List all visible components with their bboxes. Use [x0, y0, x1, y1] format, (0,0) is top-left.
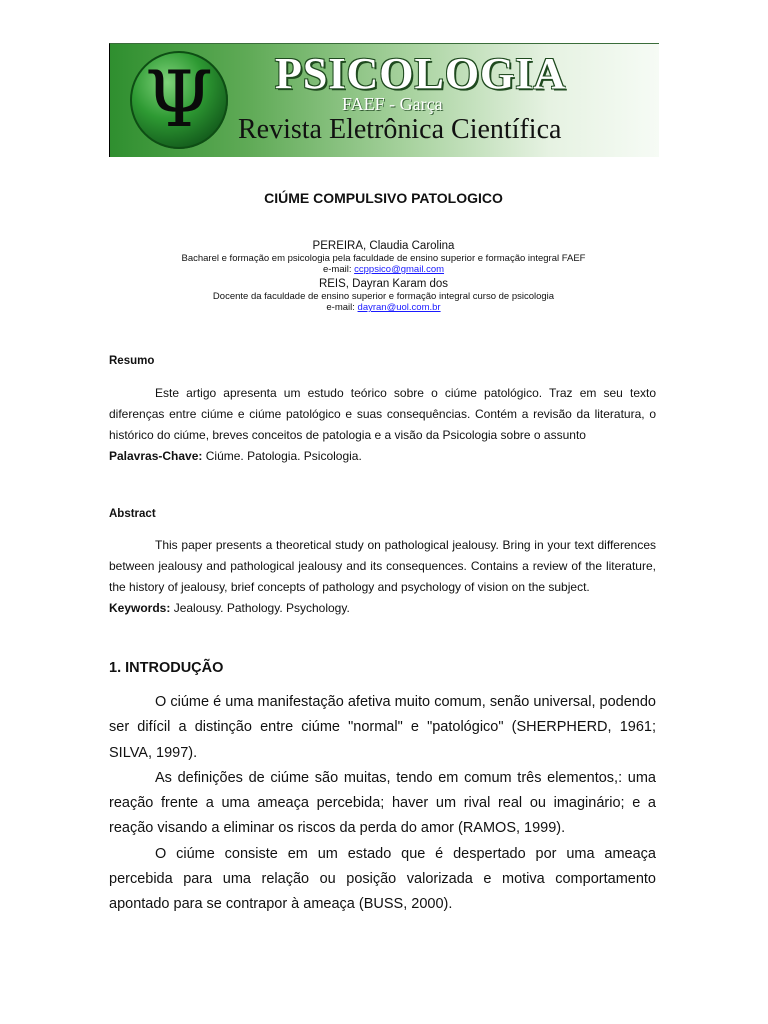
- author-block-2: [109, 278, 658, 313]
- author-affiliation: Bacharel e formação em psicologia pela faculdade de ensino superior e formação integral FAEF: [181, 253, 586, 264]
- resumo-section: [109, 383, 656, 467]
- resumo-text: Este artigo apresenta um estudo teórico sobre o ciúme patológico. Traz em seu texto diferenças entre ciúme e ciúme patológico e suas consequências. Contém a revisão da literatura, o histórico do ciúme, breves conceitos de patologia e a visão da Psicologia sobre o assunto: [109, 386, 656, 442]
- introducao-body: [109, 690, 656, 918]
- body-paragraph: O ciúme consiste em um estado que é despertado por uma ameaça percebida para uma relação ou posição valorizada e motiva comportamento apontado para se contrapor à ameaça (BUSS, 2000).: [109, 845, 656, 913]
- keywords-text: Jealousy. Pathology. Psychology.: [173, 601, 350, 615]
- author-email-link[interactable]: ccppsico@gmail.com: [354, 264, 445, 275]
- author-name: REIS, Dayran Karam dos: [318, 278, 449, 290]
- paper-title: CIÚME COMPULSIVO PATOLOGICO: [264, 190, 503, 206]
- banner-subtitle: FAEF - Garça: [342, 94, 443, 114]
- keywords-label: Keywords:: [109, 601, 171, 615]
- abstract-keywords: [109, 598, 656, 619]
- section-heading-introducao: 1. INTRODUÇÃO: [109, 660, 224, 676]
- banner-title: PSICOLOGIA: [275, 49, 567, 98]
- banner-journal-name: Revista Eletrônica Científica: [238, 114, 562, 145]
- author-block-1: [109, 240, 658, 275]
- journal-banner: [109, 43, 659, 157]
- author-email-line: [109, 264, 658, 275]
- keywords-text: Ciúme. Patologia. Psicologia.: [205, 449, 362, 463]
- author-name: PEREIRA, Claudia Carolina: [312, 240, 455, 252]
- resumo-heading: Resumo: [109, 355, 155, 367]
- email-label: e-mail:: [326, 302, 355, 313]
- author-email-link[interactable]: dayran@uol.com.br: [357, 302, 441, 313]
- email-label: e-mail:: [322, 264, 352, 275]
- author-email-line: [109, 302, 658, 313]
- resumo-keywords: [109, 446, 656, 467]
- psi-icon: Ψ: [144, 55, 214, 145]
- body-paragraph: As definições de ciúme são muitas, tendo em comum três elementos,: uma reação frente a uma ameaça percebida; haver um rival real ou imaginário; e a reação visando a eliminar os riscos da perda do amor (RAMOS, 1999).: [109, 769, 656, 837]
- body-paragraph: O ciúme é uma manifestação afetiva muito comum, senão universal, podendo ser difícil a distinção entre ciúme "normal" e "patológico" (SHERPHERD, 1961; SILVA, 1997).: [109, 694, 656, 761]
- abstract-text: This paper presents a theoretical study on pathological jealousy. Bring in your text differences between jealousy and pathological jealousy and its consequences. Contains a review of the literature, the history of jealousy, brief concepts of pathology and psychology of vision on the subject.: [109, 538, 656, 594]
- author-affiliation: Docente da faculdade de ensino superior e formação integral curso de psicologia: [212, 291, 555, 302]
- abstract-section: [109, 535, 656, 619]
- abstract-heading: Abstract: [109, 508, 156, 520]
- keywords-label: Palavras-Chave:: [109, 449, 203, 463]
- psi-logo: [130, 51, 228, 149]
